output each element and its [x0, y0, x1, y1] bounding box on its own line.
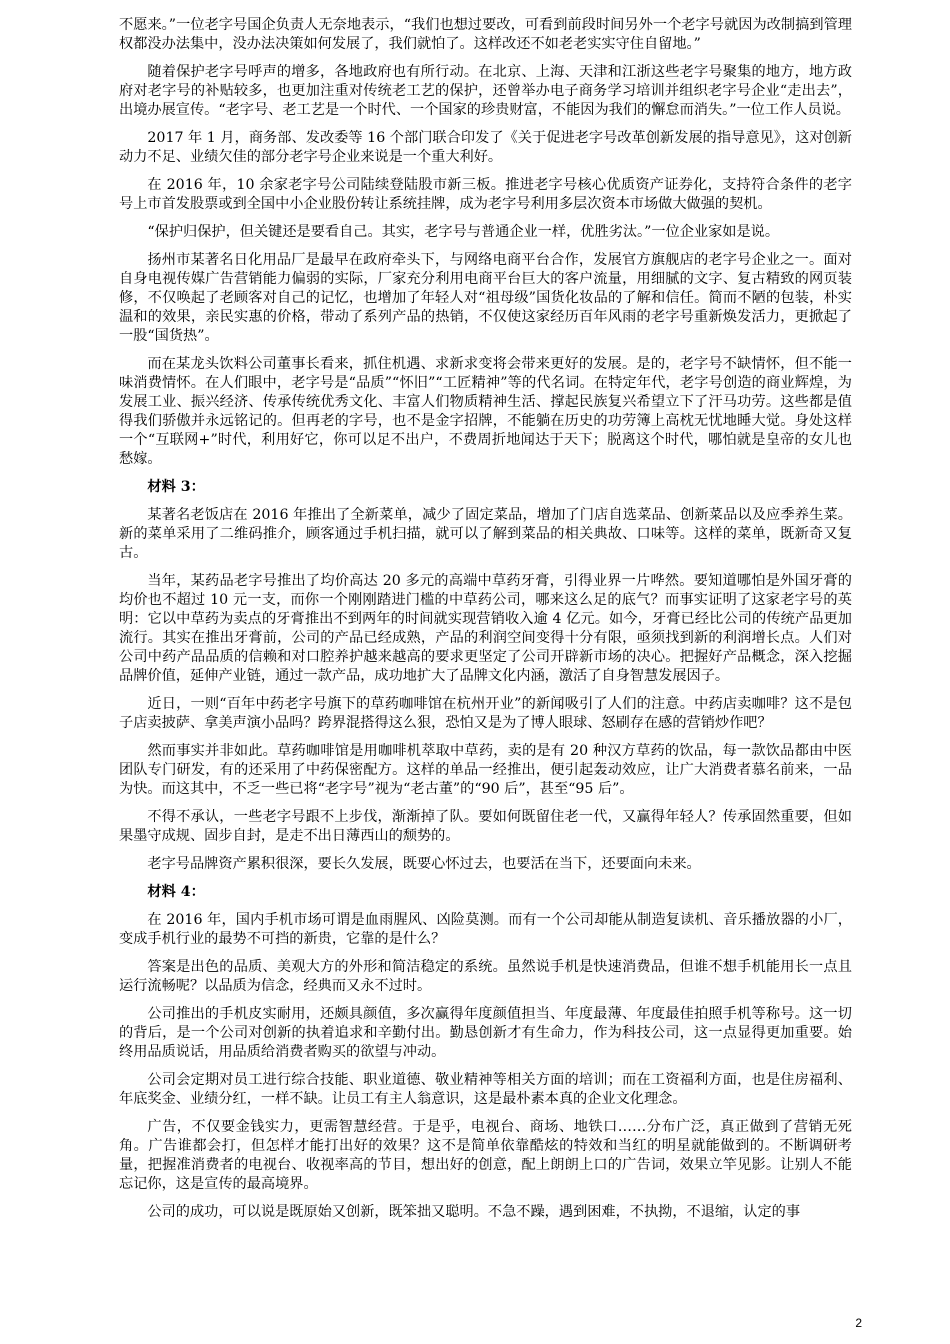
paragraph: 扬州市某著名日化用品厂是最早在政府牵头下，与网络电商平台合作，发展官方旗舰店的老字号企业之一。面对自身电视传媒广告营销能力偏弱的实际，厂家充分利用电商平台巨大的客户流量，用细腻的文字、复古精致的网页装修，不仅唤起了老顾客对自己的记忆，也增加了年轻人对“祖母级”国货化妆品的了解和信任。简而不陋的包装，朴实温和的效果，亲民实惠的价格，带动了系列产品的热销，不仅使这家经历百年风雨的老字号重新焕发活力，更掀起了一股“国货热”。 — [119, 252, 852, 344]
paragraph: 不得不承认，一些老字号跟不上步伐，渐渐掉了队。要如何既留住老一代，又赢得年轻人？传承固然重要，但如果墨守成规、固步自封，是走不出日薄西山的颓势的。 — [119, 809, 852, 844]
section-heading-material-3: 材料 3： — [147, 479, 205, 495]
paragraph: 公司会定期对员工进行综合技能、职业道德、敬业精神等相关方面的培训；而在工资福利方面，也是住房福利、年底奖金、业绩分红，一样不缺。让员工有主人翁意识，这是最朴素本真的企业文化理念。 — [119, 1072, 852, 1107]
paragraph: 当年，某药品老字号推出了均价高达 20 多元的高端中草药牙膏，引得业界一片哗然。要知道哪怕是外国牙膏的均价也不超过 10 元一支，而你一个刚刚踏进门槛的中草药公司，哪来这么足的底气？而事实证明了这家老字号的英明：它以中草药为卖点的牙膏推出不到两年的时间就实现营销收入逾 4 亿元。如今，牙膏已经比公司的传统产品更加流行。其实在推出牙膏前，公司的产品已经成熟，产品的利润空间变得十分有限，亟须找到新的利润增长点。人们对公司中药产品品质的信赖和对口腔养护越来越高的要求更坚定了公司开辟新市场的决心。把握好产品概念，深入挖掘品牌价值，延伸产业链，通过一款产品，成功地扩大了品牌文化内涵，激活了自身智慧发展因子。 — [119, 573, 852, 684]
document-body — [119, 16, 852, 1231]
paragraph: 然而事实并非如此。草药咖啡馆是用咖啡机萃取中草药，卖的是有 20 种汉方草药的饮品，每一款饮品都由中医团队专门研发，有的还采用了中药保密配方。这样的单品一经推出，便引起轰动效应，让广大消费者慕名前来，一品为快。而这其中，不乏一些已将“老字号”视为“老古董”的“90 后”，甚至“95 后”。 — [119, 743, 852, 797]
paragraph: 广告，不仅要金钱实力，更需智慧经营。于是乎，电视台、商场、地铁口……分布广泛，真正做到了营销无死角。广告谁都会打，但怎样才能打出好的效果？这不是简单依靠酷炫的特效和当红的明星就能做到的。不断调研考量，把握准消费者的电视台、收视率高的节目，想出好的创意，配上朗朗上口的广告词，效果立竿见影。让别人不能忘记你，这是宣传的最高境界。 — [119, 1119, 852, 1192]
paragraph: 近日，一则“百年中药老字号旗下的草药咖啡馆在杭州开业”的新闻吸引了人们的注意。中药店卖咖啡？这不是包子店卖披萨、拿美声演小品吗？跨界混搭得这么狠，恐怕又是为了博人眼球、怒刷存在感的营销炒作吧？ — [119, 696, 852, 731]
paragraph: “保护归保护，但关键还是要看自己。其实，老字号与普通企业一样，优胜劣汰。”一位企业家如是说。 — [147, 224, 780, 240]
paragraph: 随着保护老字号呼声的增多，各地政府也有所行动。在北京、上海、天津和江浙这些老字号聚集的地方，地方政府对老字号的补贴较多，也更加注重对传统老工艺的保护，还曾举办电子商务学习培训并组织老字号企业“走出去”，出境办展宣传。“老字号、老工艺是一个时代、一个国家的珍贵财富，不能因为我们的懈怠而消失。”一位工作人员说。 — [119, 64, 852, 118]
paragraph: 2017 年 1 月，商务部、发改委等 16 个部门联合印发了《关于促进老字号改革创新发展的指导意见》，这对创新动力不足、业绩欠佳的部分老字号企业来说是一个重大利好。 — [119, 130, 852, 165]
paragraph: 在 2016 年，10 余家老字号公司陆续登陆股市新三板。推进老字号核心优质资产证券化，支持符合条件的老字号上市首发股票或到全国中小企业股份转让系统挂牌，成为老字号利用多层次资本市场做大做强的契机。 — [119, 177, 852, 212]
paragraph: 某著名老饭店在 2016 年推出了全新菜单，减少了固定菜品，增加了门店自选菜品、创新菜品以及应季养生菜。新的菜单采用了二维码推介，顾客通过手机扫描，就可以了解到菜品的相关典故、口味等。这样的菜单，既新奇又复古。 — [119, 507, 852, 561]
paragraph: 不愿来。”一位老字号国企负责人无奈地表示，“我们也想过要改，可看到前段时间另外一个老字号就因为改制搞到管理权都没办法集中，没办法决策如何发展了，我们就怕了。这样改还不如老老实实守住自留地。” — [119, 17, 852, 52]
paragraph: 而在某龙头饮料公司董事长看来，抓住机遇、求新求变将会带来更好的发展。是的，老字号不缺情怀，但不能一味消费情怀。在人们眼中，老字号是“品质”“怀旧”“工匠精神”等的代名词。在特定年代，老字号创造的商业辉煌，为发展工业、振兴经济、传承传统优秀文化、丰富人们物质精神生活、撑起民族复兴希望立下了汗马功劳。这些都是值得我们骄傲并永远铭记的。但再老的字号，也不是金字招牌，不能躺在历史的功劳簿上高枕无忧地睡大觉。身处这样一个“互联网+”时代，利用好它，你可以足不出户，不费周折地闻达于天下；脱离这个时代，哪怕就是皇帝的女儿也愁嫁。 — [119, 356, 852, 467]
paragraph: 在 2016 年，国内手机市场可谓是血雨腥风、凶险莫测。而有一个公司却能从制造复读机、音乐播放器的小厂，变成手机行业的最势不可挡的新贵，它靠的是什么？ — [119, 912, 852, 947]
paragraph: 公司推出的手机皮实耐用，还颇具颜值，多次赢得年度颜值担当、年度最薄、年度最佳拍照手机等称号。这一切的背后，是一个公司对创新的执着追求和辛勤付出。勤恳创新才有生命力，作为科技公司，这一点显得更加重要。始终用品质说话，用品质给消费者购买的欲望与冲动。 — [119, 1006, 852, 1060]
page-number: 2 — [855, 1316, 862, 1330]
section-heading-material-4: 材料 4： — [147, 884, 205, 900]
paragraph: 老字号品牌资产累积很深，要长久发展，既要心怀过去，也要活在当下，还要面向未来。 — [147, 856, 701, 872]
paragraph: 答案是出色的品质、美观大方的外形和简洁稳定的系统。虽然说手机是快速消费品，但谁不想手机能用长一点且运行流畅呢？以品质为信念，经典而又永不过时。 — [119, 959, 852, 994]
paragraph: 公司的成功，可以说是既原始又创新，既笨拙又聪明。不急不躁，遇到困难，不执拗，不退缩，认定的事 — [147, 1204, 801, 1220]
